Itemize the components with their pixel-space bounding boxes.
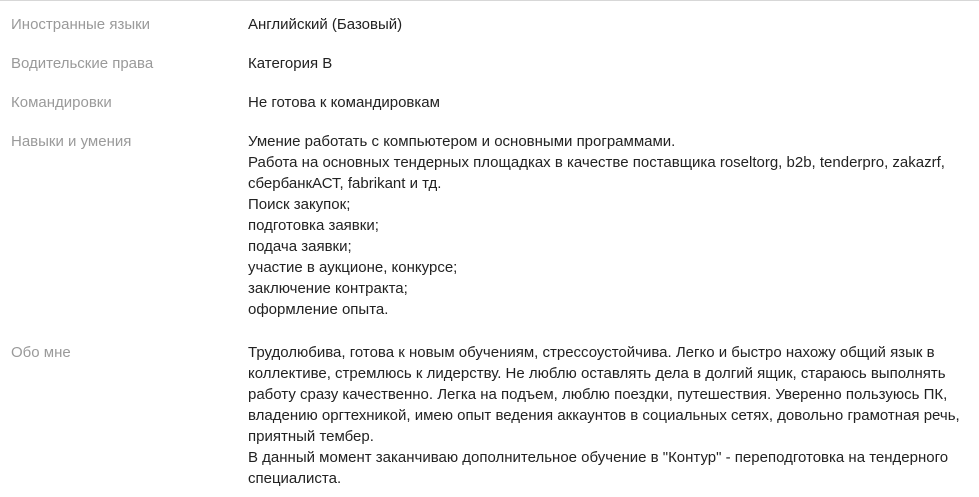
driver-license-label: Водительские права bbox=[11, 55, 154, 72]
skills-line: сбербанкАСТ, fabrikant и тд. bbox=[248, 175, 442, 192]
skills-line: заключение контракта; bbox=[248, 280, 408, 297]
skills-line: Поиск закупок; bbox=[248, 196, 351, 213]
about-line: коллективе, стремлюсь к лидерству. Не люблю оставлять дела в долгий ящик, стараюсь выполнять bbox=[248, 365, 946, 382]
skills-value bbox=[248, 131, 968, 320]
languages-value: Английский (Базовый) bbox=[248, 16, 403, 33]
languages-label: Иностранные языки bbox=[11, 16, 151, 33]
skills-label: Навыки и умения bbox=[11, 133, 132, 150]
about-line: владению оргтехникой, имею опыт ведения аккаунтов в социальных сетях, довольно грамотная речь, bbox=[248, 407, 960, 424]
about-line: Трудолюбива, готова к новым обучениям, стрессоустойчива. Легко и быстро нахожу общий язык в bbox=[248, 344, 935, 361]
about-label: Обо мне bbox=[11, 344, 71, 361]
about-line: работу сразу качественно. Легка на подъем, люблю поездки, путешествия. Уверенно пользуюсь ПК, bbox=[248, 386, 948, 403]
skills-line: подача заявки; bbox=[248, 238, 352, 255]
about-line: специалиста. bbox=[248, 470, 342, 487]
driver-license-value: Категория B bbox=[248, 55, 333, 72]
about-value bbox=[248, 342, 968, 489]
skills-line: оформление опыта. bbox=[248, 301, 389, 318]
skills-line: участие в аукционе, конкурсе; bbox=[248, 259, 458, 276]
about-line: В данный момент заканчиваю дополнительное обучение в "Контур" - переподготовка на тендерного bbox=[248, 449, 949, 466]
about-line: приятный тембер. bbox=[248, 428, 374, 445]
skills-line: подготовка заявки; bbox=[248, 217, 379, 234]
business-trips-value: Не готова к командировкам bbox=[248, 94, 440, 111]
business-trips-label: Командировки bbox=[11, 94, 112, 111]
skills-line: Умение работать с компьютером и основными программами. bbox=[248, 133, 676, 150]
skills-line: Работа на основных тендерных площадках в качестве поставщика roseltorg, b2b, tenderpro, zakazrf, bbox=[248, 154, 945, 171]
